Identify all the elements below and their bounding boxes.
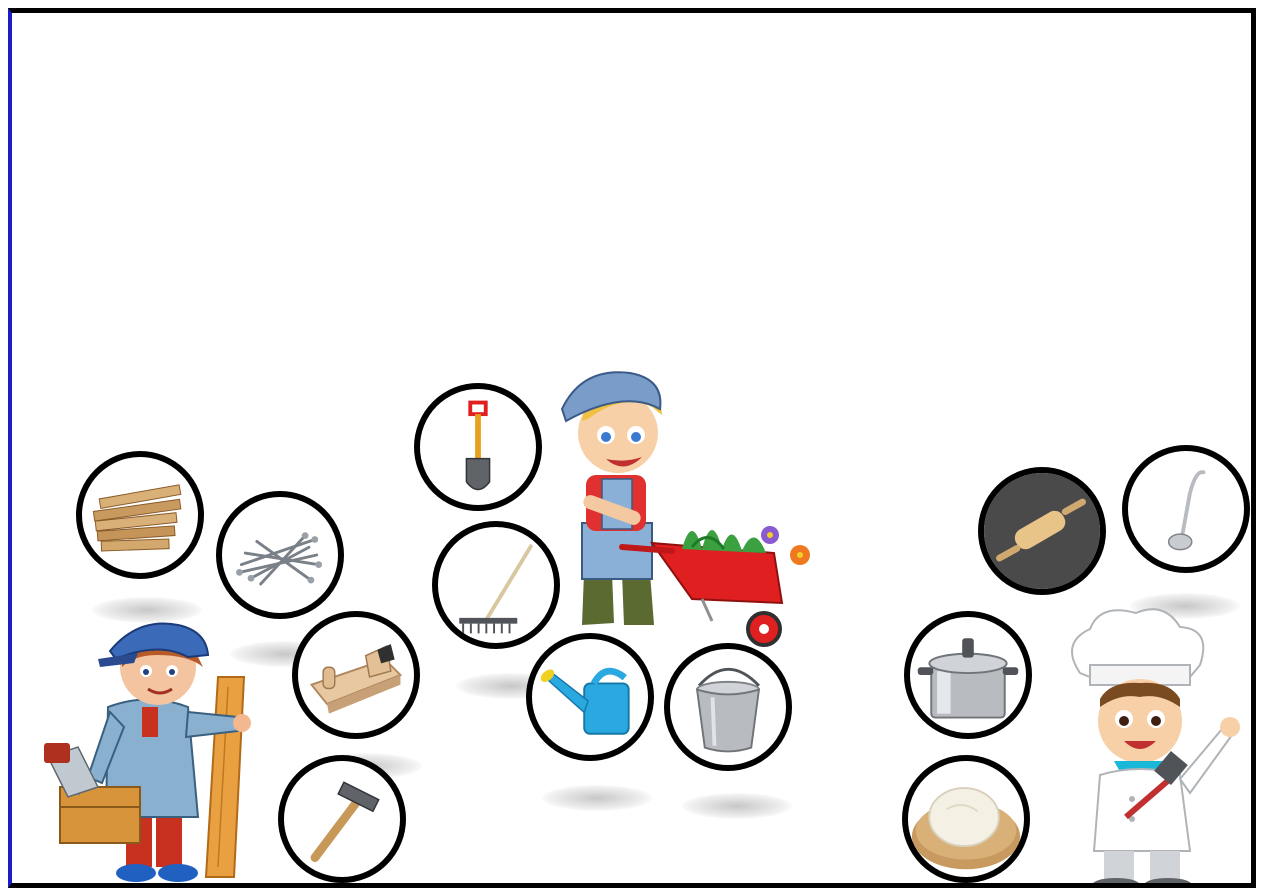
watering-can-icon[interactable] bbox=[526, 633, 654, 761]
drop-shadow bbox=[682, 793, 792, 819]
nails-icon[interactable] bbox=[216, 491, 344, 619]
shovel-icon[interactable] bbox=[414, 383, 542, 511]
carpenter-boy-icon[interactable] bbox=[38, 597, 268, 887]
hammer-icon[interactable] bbox=[278, 755, 406, 883]
bucket-icon[interactable] bbox=[664, 643, 792, 771]
dough-icon[interactable] bbox=[902, 755, 1030, 883]
cooking-pot-icon[interactable] bbox=[904, 611, 1032, 739]
hand-plane-icon[interactable] bbox=[292, 611, 420, 739]
slide-canvas bbox=[8, 8, 1256, 888]
rake-icon[interactable] bbox=[432, 521, 560, 649]
ladle-icon[interactable] bbox=[1122, 445, 1250, 573]
rolling-pin-icon[interactable] bbox=[978, 467, 1106, 595]
drop-shadow bbox=[542, 785, 652, 811]
planks-icon[interactable] bbox=[76, 451, 204, 579]
chef-boy-icon[interactable] bbox=[1040, 603, 1250, 888]
gardener-boy-icon[interactable] bbox=[542, 363, 812, 653]
